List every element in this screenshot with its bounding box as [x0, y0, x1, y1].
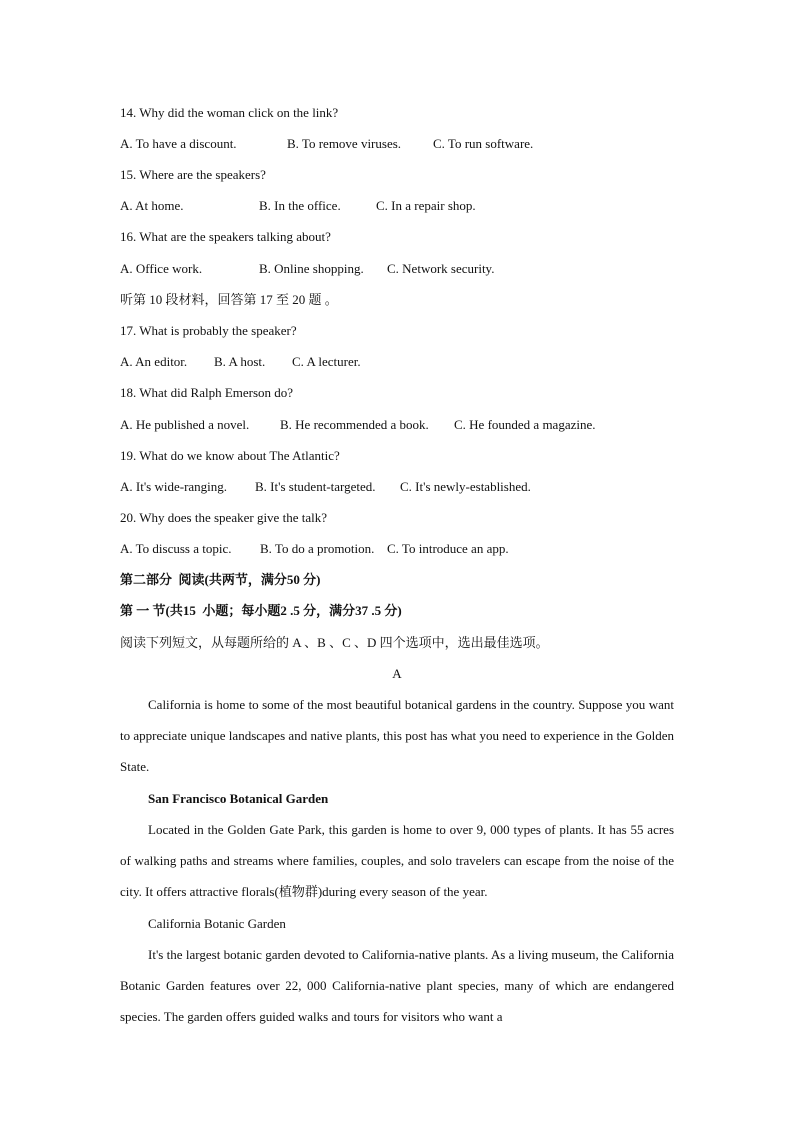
option-c: C. It's newly-established.: [400, 479, 531, 494]
option-a: A. He published a novel.: [120, 417, 250, 432]
question-14: 14. Why did the woman click on the link?: [120, 105, 339, 120]
option-a: A. It's wide-ranging.: [120, 479, 228, 494]
option-c: C. To introduce an app.: [387, 541, 509, 556]
option-b: B. It's student-targeted.: [255, 479, 376, 494]
garden1-text: Located in the Golden Gate Park, this garden is home to over 9, 000 types of plants. It has 55 acres of walking paths and streams where families, couples, and solo travelers can escape from the noise of the city. It offers attractive florals(植物群)during every season of the year.: [120, 822, 674, 899]
question-17: 17. What is probably the speaker?: [120, 323, 297, 338]
option-a: A. An editor.: [120, 354, 188, 369]
section1-title: 第 一 节(共15 小题；每小题2 .5 分，满分37 .5 分): [120, 603, 402, 618]
passage-intro: California is home to some of the most beautiful botanical gardens in the country. Suppose you want to appreciate unique landscapes and native plants, this post has what you need to experience in the Golden State.: [120, 697, 674, 774]
option-b: B. In the office.: [259, 198, 341, 213]
option-c: C. Network security.: [387, 261, 495, 276]
option-b: B. To do a promotion.: [260, 541, 375, 556]
garden1-title: San Francisco Botanical Garden: [148, 791, 329, 806]
question-16: 16. What are the speakers talking about?: [120, 229, 331, 244]
option-c: C. To run software.: [433, 136, 534, 151]
reading-instruction: 阅读下列短文，从每题所给的 A 、B 、C 、D 四个选项中，选出最佳选项。: [120, 635, 549, 650]
passage-label: A: [392, 666, 402, 681]
question-15: 15. Where are the speakers?: [120, 167, 266, 182]
option-c: C. A lecturer.: [292, 354, 361, 369]
part2-title: 第二部分 阅读(共两节，满分50 分): [120, 572, 321, 587]
question-20: 20. Why does the speaker give the talk?: [120, 510, 327, 525]
option-b: B. A host.: [214, 354, 266, 369]
option-a: A. At home.: [120, 198, 184, 213]
option-b: B. He recommended a book.: [280, 417, 429, 432]
option-b: B. Online shopping.: [259, 261, 364, 276]
option-a: A. Office work.: [120, 261, 203, 276]
question-19: 19. What do we know about The Atlantic?: [120, 448, 340, 463]
garden2-text: It's the largest botanic garden devoted to California-native plants. As a living museum, the California Botanic Garden features over 22, 000 California-native plant species, many of which are endangered species. The garden offers guided walks and tours for visitors who want a: [120, 947, 674, 1024]
option-c: C. In a repair shop.: [376, 198, 476, 213]
listening-instruction: 听第 10 段材料，回答第 17 至 20 题 。: [120, 292, 338, 307]
option-c: C. He founded a magazine.: [454, 417, 596, 432]
option-b: B. To remove viruses.: [287, 136, 402, 151]
option-a: A. To discuss a topic.: [120, 541, 232, 556]
question-18: 18. What did Ralph Emerson do?: [120, 385, 294, 400]
option-a: A. To have a discount.: [120, 136, 237, 151]
garden2-title: California Botanic Garden: [148, 916, 286, 931]
